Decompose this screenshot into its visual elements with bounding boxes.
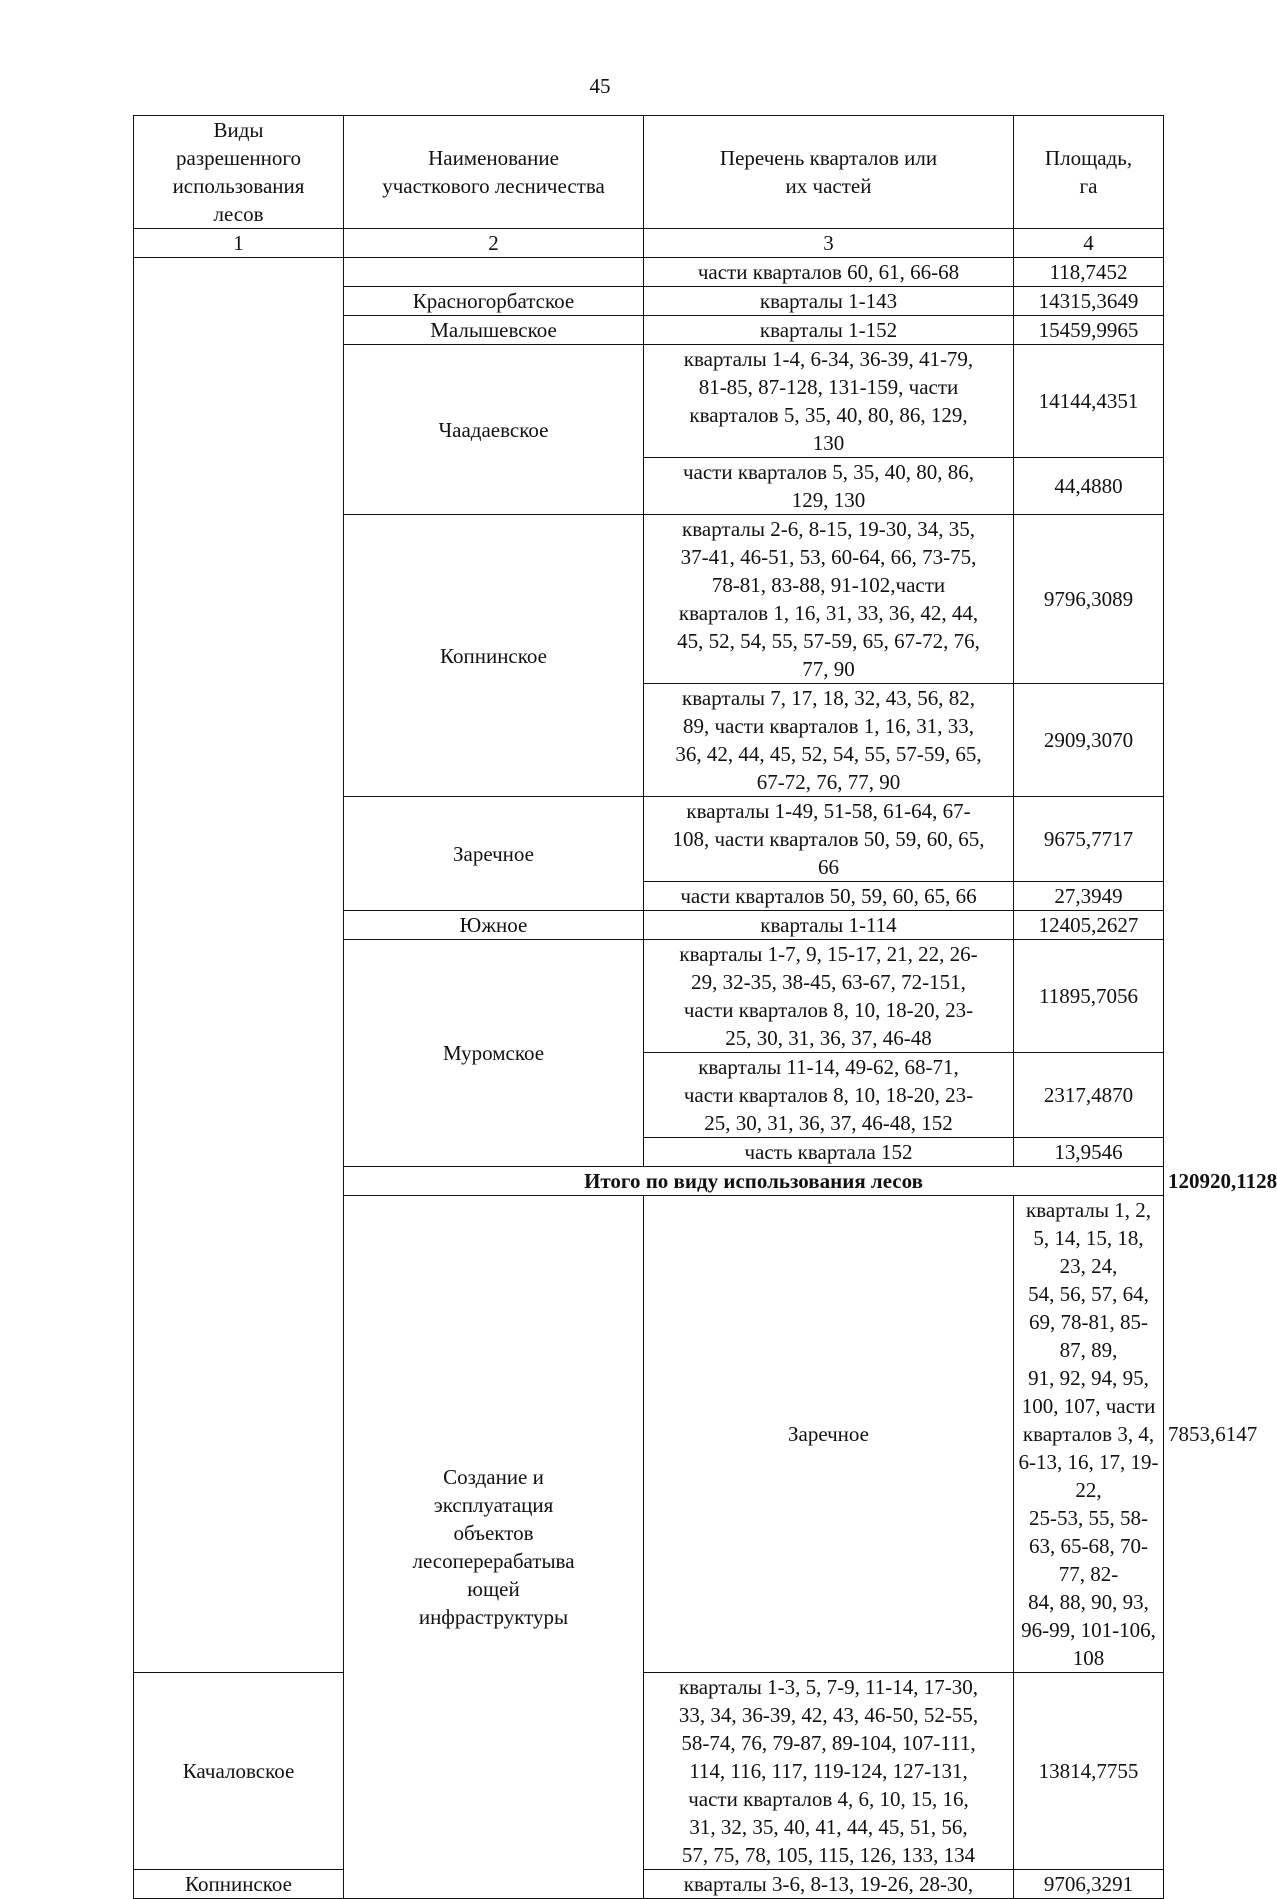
quarters-cell: кварталы 1-7, 9, 15-17, 21, 22, 26- 29, 32-35, 38-45, 63-67, 72-151, части кварталов 8, 10, 18-20, 23- 25, 30, 31, 36, 37, 46-48: [644, 940, 1014, 1053]
forestry-cell: Красногорбатское: [344, 287, 644, 316]
total-label: Итого по виду использования лесов: [344, 1167, 1164, 1196]
quarters-cell: кварталы 7, 17, 18, 32, 43, 56, 82, 89, части кварталов 1, 16, 31, 33, 36, 42, 44, 45, 52, 54, 55, 57-59, 65, 67-72, 76, 77, 90: [644, 684, 1014, 797]
forestry-cell: Южное: [344, 911, 644, 940]
area-cell: 2317,4870: [1014, 1053, 1164, 1138]
forestry-cell: Копнинское: [344, 515, 644, 797]
area-cell: 15459,9965: [1014, 316, 1164, 345]
area-cell: 27,3949: [1014, 882, 1164, 911]
header-row: [134, 116, 1164, 229]
forestry-cell: Малышевское: [344, 316, 644, 345]
forestry-cell: Копнинское: [134, 1870, 344, 1899]
column-number-row: [134, 229, 1164, 258]
kind-cell-empty: [134, 258, 344, 1673]
area-cell: 9796,3089: [1014, 515, 1164, 684]
area-cell: 14315,3649: [1014, 287, 1164, 316]
table-row: [134, 1870, 1164, 1899]
forestry-cell: Муромское: [344, 940, 644, 1167]
forestry-cell: Заречное: [344, 797, 644, 911]
page-number: 45: [589, 74, 611, 98]
quarters-cell: кварталы 1-4, 6-34, 36-39, 41-79, 81-85, 87-128, 131-159, части кварталов 5, 35, 40, 80, 86, 129, 130: [644, 345, 1014, 458]
table-row: [134, 258, 1164, 287]
forestry-cell-empty: [344, 258, 644, 287]
quarters-cell: кварталы 1-49, 51-58, 61-64, 67- 108, части кварталов 50, 59, 60, 65, 66: [644, 797, 1014, 882]
quarters-cell: часть квартала 152: [644, 1138, 1014, 1167]
quarters-cell: части кварталов 50, 59, 60, 65, 66: [644, 882, 1014, 911]
area-cell: 9706,3291: [1014, 1870, 1164, 1899]
area-cell: 2909,3070: [1014, 684, 1164, 797]
area-cell: 13,9546: [1014, 1138, 1164, 1167]
area-cell: 44,4880: [1014, 458, 1164, 515]
area-cell: 12405,2627: [1014, 911, 1164, 940]
header-area: Площадь, га: [1014, 116, 1164, 229]
forestry-cell: Качаловское: [134, 1673, 344, 1870]
quarters-cell: кварталы 1-3, 5, 7-9, 11-14, 17-30, 33, 34, 36-39, 42, 43, 46-50, 52-55, 58-74, 76, 79-87, 89-104, 107-111, 114, 116, 117, 119-124, 127-131, части кварталов 4, 6, 10, 15, 16, 31, 32, 35, 40, 41, 44, 45, 51, 56, 57, 75, 78, 105, 115, 126, 133, 134: [644, 1673, 1014, 1870]
column-number: 3: [644, 229, 1014, 258]
header-quarters: Перечень кварталов или их частей: [644, 116, 1014, 229]
column-number: 2: [344, 229, 644, 258]
quarters-cell: части кварталов 5, 35, 40, 80, 86, 129, 130: [644, 458, 1014, 515]
area-cell: 9675,7717: [1014, 797, 1164, 882]
quarters-cell: кварталы 11-14, 49-62, 68-71, части кварталов 8, 10, 18-20, 23- 25, 30, 31, 36, 37, 46-48, 152: [644, 1053, 1014, 1138]
quarters-cell: кварталы 1-143: [644, 287, 1014, 316]
quarters-cell: кварталы 1-152: [644, 316, 1014, 345]
area-cell: 13814,7755: [1014, 1673, 1164, 1870]
quarters-cell: кварталы 1, 2, 5, 14, 15, 18, 23, 24, 54, 56, 57, 64, 69, 78-81, 85-87, 89, 91, 92, 94, 95, 100, 107, части кварталов 3, 4, 6-13, 16, 17, 19-22, 25-53, 55, 58-63, 65-68, 70-77, 82- 84, 88, 90, 93, 96-99, 101-106, 108: [1014, 1196, 1164, 1673]
header-forestry: Наименование участкового лесничества: [344, 116, 644, 229]
quarters-cell: кварталы 2-6, 8-15, 19-30, 34, 35, 37-41, 46-51, 53, 60-64, 66, 73-75, 78-81, 83-88, 91-102,части кварталов 1, 16, 31, 33, 36, 42, 44, 45, 52, 54, 55, 57-59, 65, 67-72, 76, 77, 90: [644, 515, 1014, 684]
quarters-cell: кварталы 3-6, 8-13, 19-26, 28-30,: [644, 1870, 1014, 1899]
column-number: 1: [134, 229, 344, 258]
quarters-cell: части кварталов 60, 61, 66-68: [644, 258, 1014, 287]
area-cell: 118,7452: [1014, 258, 1164, 287]
forestry-cell: Чаадаевское: [344, 345, 644, 515]
forestry-cell: Заречное: [644, 1196, 1014, 1673]
area-cell: 14144,4351: [1014, 345, 1164, 458]
quarters-cell: кварталы 1-114: [644, 911, 1014, 940]
header-kind: Виды разрешенного использования лесов: [134, 116, 344, 229]
table-row: Создание и эксплуатация объектов лесоперерабатыва ющей инфраструктуры Заречное кварталы 1, 2, 5, 14, 15, 18, 23, 24, 54, 56, 57, 64, 69, 78-81, 85-87, 89, 91, 92, 94, 95, 100, 107, части кварталов 3, 4, 6-13, 16, 17, 19-22, 25-53, 55, 58-63, 65-68, 70-77, 82- 84, 88, 90, 93, 96-99, 101-106, 108 7853,6147: [134, 1196, 1164, 1673]
kind-cell: Создание и эксплуатация объектов лесоперерабатыва ющей инфраструктуры: [344, 1196, 644, 1899]
table-row: [134, 1673, 1164, 1870]
area-cell: 11895,7056: [1014, 940, 1164, 1053]
column-number: 4: [1014, 229, 1164, 258]
forest-use-table: [133, 115, 1277, 1899]
total-row: Итого по виду использования лесов 120920,1128: [134, 1167, 1164, 1196]
